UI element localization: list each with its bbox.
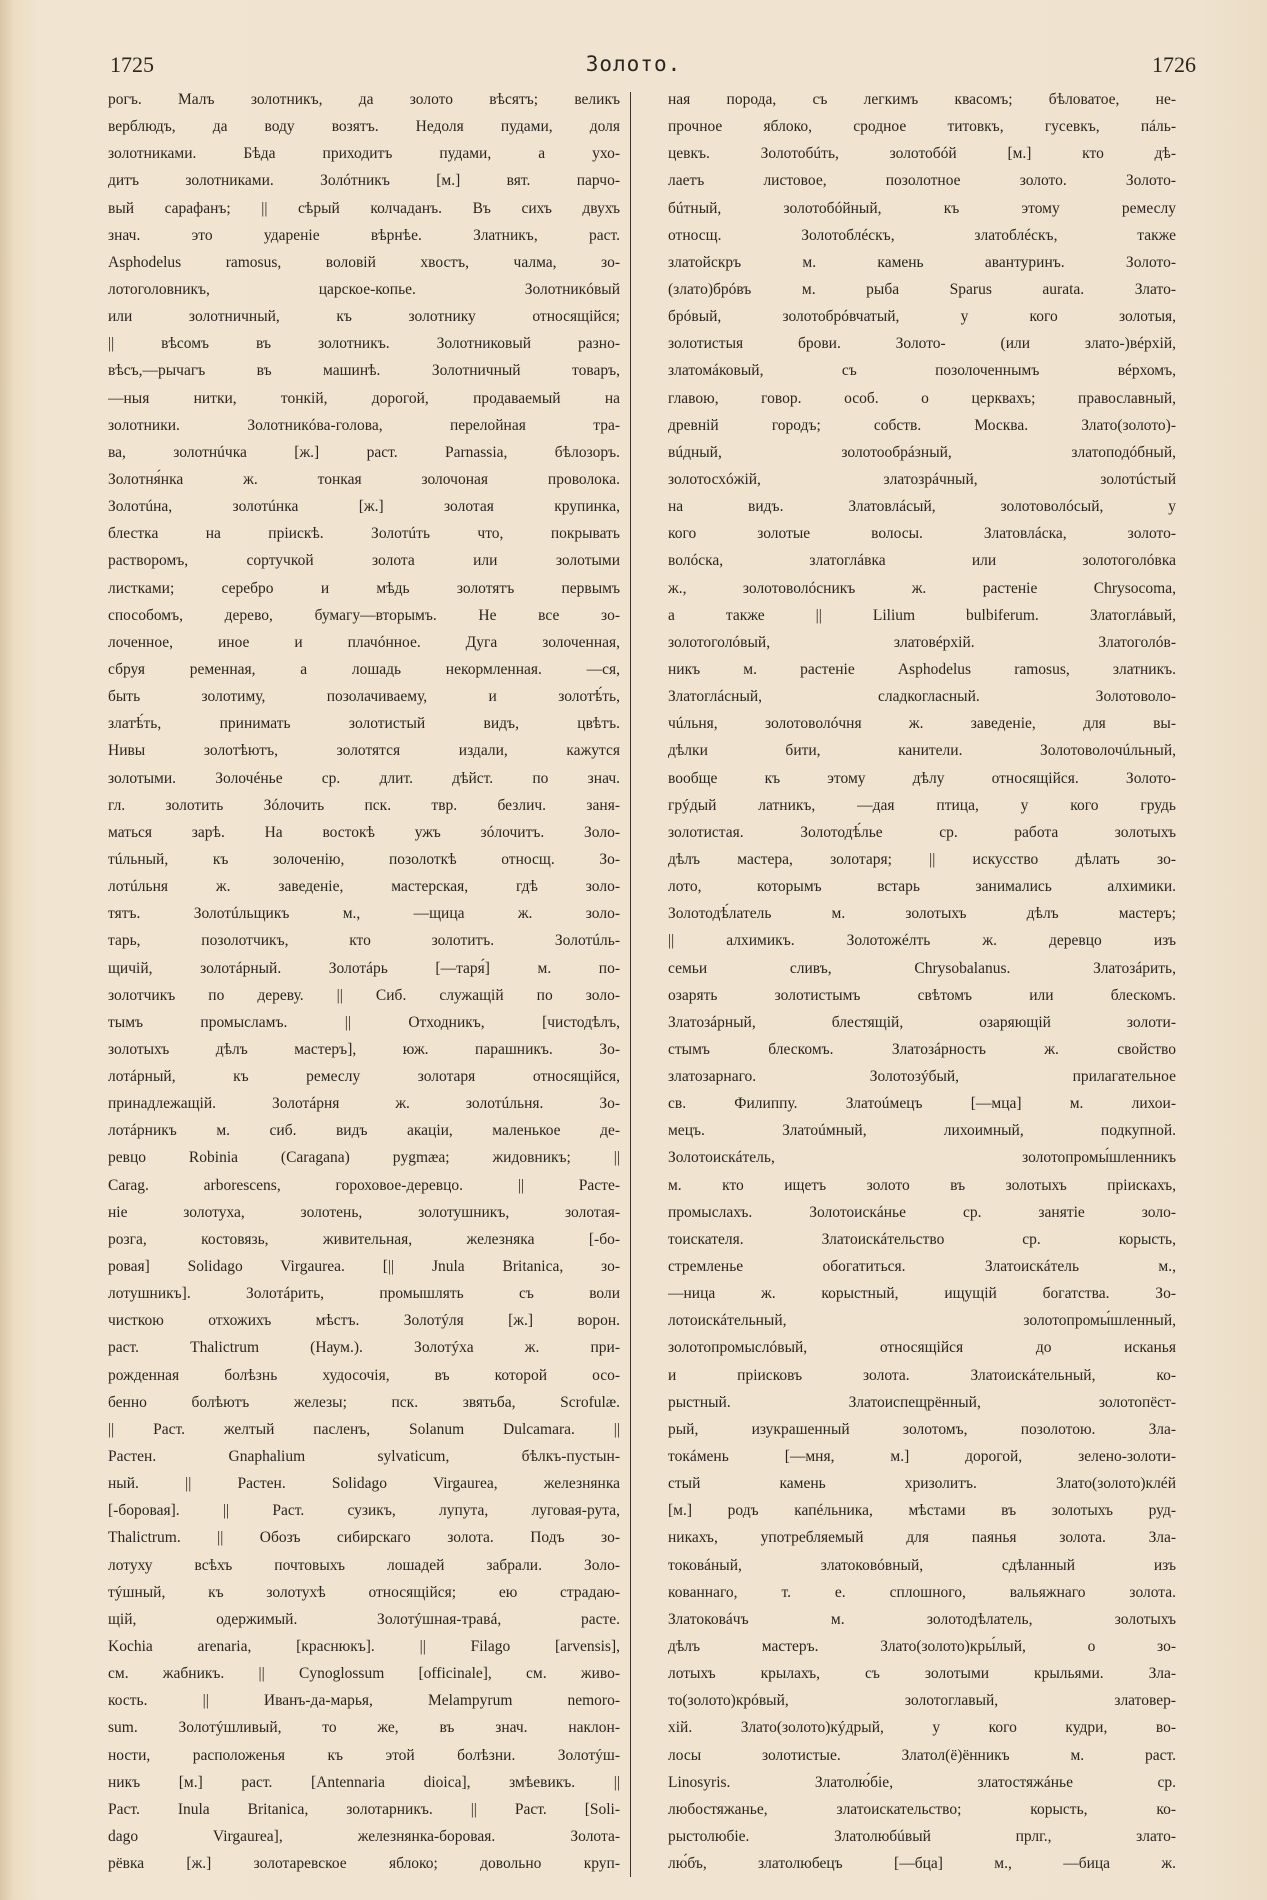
text-line: ная порода, съ легкимъ квасомъ; бѣловатое, не- bbox=[668, 91, 1176, 108]
left-column bbox=[108, 86, 620, 1877]
text-line: сбруя ременная, а лошадь некормленная. —ся, bbox=[108, 660, 620, 678]
text-line: златѣ́ть, принимать золотистый видъ, цвѣтъ. bbox=[108, 715, 620, 733]
text-line: гл. золотить Зóлочить пск. твр. безлич. заня- bbox=[108, 796, 620, 814]
text-line: дитъ золотниками. Золóтникъ [м.] вят. парчо- bbox=[108, 172, 620, 190]
column-divider bbox=[630, 92, 631, 1877]
text-line: золотоголóвый, златовéрхій. Златоголóв- bbox=[668, 633, 1176, 651]
text-line: лотúльня ж. заведеніе, мастерская, гдѣ золо- bbox=[108, 878, 620, 896]
text-line: Златозáрный, блестящій, озаряющій золоти- bbox=[668, 1013, 1176, 1031]
text-line: || алхимикъ. Золотожéлть ж. деревцо изъ bbox=[668, 932, 1176, 950]
text-line: токáмень [—мня, м.] дорогой, зелено-золоти- bbox=[668, 1448, 1176, 1466]
text-line: мецъ. Златоúмный, лихоимный, подкупной. bbox=[668, 1122, 1176, 1140]
text-line: рогъ. Малъ золотникъ, да золото вѣсятъ; великъ bbox=[108, 91, 620, 108]
text-line: ва, золотнúчка [ж.] раст. Parnassia, бѣлозоръ. bbox=[108, 443, 620, 461]
text-line: волóска, златоглáвка или золотоголóвка bbox=[668, 552, 1176, 570]
text-line: || вѣсомъ въ золотникъ. Золотниковый разно- bbox=[108, 335, 620, 353]
text-line: вúдный, золотообрáзный, златоподóбный, bbox=[668, 443, 1176, 461]
text-line: или золотничный, къ золотнику относящійся; bbox=[108, 308, 620, 326]
text-line: щичій, золотáрный. Золотáрь [—таря́] м. по- bbox=[108, 959, 620, 977]
text-line: промыслахъ. Золотоискáнье ср. занятіе золо- bbox=[668, 1203, 1176, 1221]
text-line: златомáковый, съ позолоченнымъ вéрхомъ, bbox=[668, 362, 1176, 380]
text-line: —ныя нитки, тонкій, дорогой, продаваемый на bbox=[108, 389, 620, 407]
text-line: Thalictrum. || Обозъ сибирскаго золота. Подъ зо- bbox=[108, 1529, 620, 1547]
text-line: тýшный, къ золотухѣ относящійся; ею страдаю- bbox=[108, 1583, 620, 1601]
text-line: вѣсъ,—рычагъ въ машинѣ. Золотничный товаръ, bbox=[108, 362, 620, 380]
text-line: ровая] Solidago Virgaurea. [|| Jnula Britanica, зо- bbox=[108, 1258, 620, 1276]
text-line: ный. || Растен. Solidago Virgaurea, железнянка bbox=[108, 1475, 620, 1493]
text-line: золотистыя брови. Золото- (или злато-)вéрхій, bbox=[668, 335, 1176, 353]
text-line: [м.] родъ капéльника, мѣстами въ золотыхъ руд- bbox=[668, 1502, 1176, 1520]
text-line: Нивы золотѣютъ, золотятся издали, кажутся bbox=[108, 742, 620, 760]
text-line: золотистая. Золотодѣ́лье ср. работа золотыхъ bbox=[668, 823, 1176, 841]
text-line: лотоискáтельный, золотопромы́шленный, bbox=[668, 1312, 1176, 1330]
text-line: златойскръ м. камень авантуринъ. Золото- bbox=[668, 253, 1176, 271]
text-line: никъ м. растеніе Asphodelus ramosus, златникъ. bbox=[668, 660, 1176, 678]
text-line: стремленье обогатиться. Златоискáтель м., bbox=[668, 1258, 1176, 1276]
text-line: Златоглáсный, сладкогласный. Золотоволо- bbox=[668, 688, 1176, 706]
text-line: dago Virgaurea], железнянка-боровая. Золота- bbox=[108, 1828, 620, 1845]
text-line: рожденная болѣзнь худосочія, въ которой осо- bbox=[108, 1366, 620, 1384]
text-line: кованнаго, т. е. сплошного, вальяжнаго золота. bbox=[668, 1583, 1176, 1601]
text-line: Carag. arborescens, гороховое-деревцо. || Расте- bbox=[108, 1176, 620, 1194]
text-line: тарь, позолотчикъ, кто золотитъ. Золотúль- bbox=[108, 932, 620, 950]
text-line: то(золото)крóвый, золотоглавый, златовер- bbox=[668, 1692, 1176, 1710]
text-line: Златоковáчъ м. золотодѣлатель, золотыхъ bbox=[668, 1610, 1176, 1628]
text-line: стый камень хризолитъ. Злато(золото)клéй bbox=[668, 1475, 1176, 1493]
text-line: лаетъ листовое, позолотное золото. Золото- bbox=[668, 172, 1176, 190]
text-line: лоченное, иное и плачóнное. Дуга золоченная, bbox=[108, 633, 620, 651]
text-line: кого золотые волосы. Златовлáска, золото- bbox=[668, 525, 1176, 543]
text-line: лото, которымъ встарь занимались алхимики. bbox=[668, 878, 1176, 896]
text-line: стымъ блескомъ. Златозáрность ж. свойство bbox=[668, 1040, 1176, 1058]
text-line: золотыхъ дѣлъ мастеръ], юж. парашникъ. Зо- bbox=[108, 1040, 620, 1058]
text-line: раст. Thalictrum (Наум.). Золотýха ж. при- bbox=[108, 1339, 620, 1357]
text-line: главою, говор. особ. о церквахъ; православный, bbox=[668, 389, 1176, 407]
text-line: принадлежащій. Золотáрня ж. золотúльня. Зо- bbox=[108, 1095, 620, 1113]
text-line: чисткою отхожихъ мѣстъ. Золотýля [ж.] ворон. bbox=[108, 1312, 620, 1330]
text-line: озарять золотистымъ свѣтомъ или блескомъ. bbox=[668, 986, 1176, 1004]
text-line: розга, костовязь, живительная, железняка [-бо- bbox=[108, 1230, 620, 1248]
text-line: || Раст. желтый пасленъ, Solanum Dulcamara. || bbox=[108, 1420, 620, 1438]
text-line: вообще къ этому дѣлу относящійся. Золото- bbox=[668, 769, 1176, 787]
text-line: дѣлъ мастеръ. Злато(золото)кры́лый, о зо- bbox=[668, 1638, 1176, 1656]
text-line: семьи сливъ, Chrysobalanus. Златозáрить, bbox=[668, 959, 1176, 977]
text-line: Kochia arenaria, [краснюкъ]. || Filago [arvensis], bbox=[108, 1638, 620, 1656]
text-line: рёвка [ж.] золотаревское яблоко; довольно круп- bbox=[108, 1855, 620, 1873]
text-line: лотоголовникъ, царское-копье. Золотникóвый bbox=[108, 280, 620, 298]
text-line: ревцо Robinia (Caragana) pygmæa; жидовникъ; || bbox=[108, 1149, 620, 1167]
page-number-right: 1726 bbox=[1152, 52, 1196, 77]
text-line: ніе золотуха, золотень, золотушникъ, золотая- bbox=[108, 1203, 620, 1221]
text-line: Linosyris. Златолю́біе, златостяжáнье ср. bbox=[668, 1773, 1176, 1791]
page-number-left: 1725 bbox=[110, 52, 154, 77]
text-line: [-боровая]. || Раст. сузикъ, лупута, луговая-рута, bbox=[108, 1502, 620, 1520]
text-line: (злато)брóвъ м. рыба Sparus aurata. Злато- bbox=[668, 280, 1176, 298]
text-line: рый, изукрашенный золотомъ, позолотою. Зла- bbox=[668, 1420, 1176, 1438]
text-line: ж., золотоволóсникъ ж. растеніе Chrysocoma, bbox=[668, 579, 1176, 597]
text-line: никъ [м.] раст. [Antennaria dioica], змѣевикъ. || bbox=[108, 1773, 620, 1791]
text-line: лотыхъ крылахъ, съ золотыми крыльями. Зла- bbox=[668, 1665, 1176, 1683]
text-line: —ница ж. корыстный, ищущій богатства. Зо- bbox=[668, 1285, 1176, 1303]
text-line: лотушникъ]. Золотáрить, промышлять съ воли bbox=[108, 1285, 620, 1303]
text-line: древній городъ; собств. Москва. Злато(золото)- bbox=[668, 416, 1176, 434]
text-line: тúльный, къ золоченію, позолоткѣ относщ. Зо- bbox=[108, 850, 620, 868]
text-line: тымъ промысламъ. || Отходникъ, [чистодѣлъ, bbox=[108, 1013, 620, 1031]
text-line: вый сарафанъ; || сѣрый колчаданъ. Въ сихъ двухъ bbox=[108, 199, 620, 217]
text-line: никахъ, употребляемый для паянья золота. Зла- bbox=[668, 1529, 1176, 1547]
text-line: знач. это удареніе вѣрнѣе. Златникъ, раст. bbox=[108, 226, 620, 244]
text-line: рыстолюбіе. Златолюбúвый прлг., злато- bbox=[668, 1828, 1176, 1845]
text-line: Золотодѣ́латель м. золотыхъ дѣлъ мастеръ; bbox=[668, 905, 1176, 923]
text-line: хій. Злато(золото)кýдрый, у кого кудри, во- bbox=[668, 1719, 1176, 1737]
text-line: sum. Золотýшливый, то же, въ знач. наклон- bbox=[108, 1719, 620, 1737]
text-line: рыстный. Златоиспещрённый, золотопёст- bbox=[668, 1393, 1176, 1411]
text-line: золотчикъ по дереву. || Сиб. служащій по золо- bbox=[108, 986, 620, 1004]
text-line: и пріисковъ золота. Златоискáтельный, ко- bbox=[668, 1366, 1176, 1384]
text-line: а также || Lilium bulbiferum. Златоглáвый, bbox=[668, 606, 1176, 624]
text-line: Золотня́нка ж. тонкая золочоная проволока. bbox=[108, 470, 620, 488]
text-line: брóвый, золотобрóвчатый, у кого золотыя, bbox=[668, 308, 1176, 326]
text-line: см. жабникъ. || Cynoglossum [officinale], см. живо- bbox=[108, 1665, 620, 1683]
text-line: способомъ, дерево, бумагу—вторымъ. Не все зо- bbox=[108, 606, 620, 624]
text-line: быть золотиму, позолачиваему, и золотѣ́ть, bbox=[108, 688, 620, 706]
text-line: св. Филиппу. Златоúмецъ [—мца] м. лихои- bbox=[668, 1095, 1176, 1113]
text-line: любостяжанье, златоискательство; корысть, ко- bbox=[668, 1800, 1176, 1818]
page-title: Золото. bbox=[585, 52, 682, 76]
text-line: м. кто ищетъ золото въ золотыхъ пріискахъ, bbox=[668, 1176, 1176, 1194]
text-line: на видъ. Златовлáсый, золотоволóсый, у bbox=[668, 498, 1176, 516]
text-line: растворомъ, сортучкой золота или золотыми bbox=[108, 552, 620, 570]
text-line: бенно болѣютъ железы; пск. звятьба, Scrofulæ. bbox=[108, 1393, 620, 1411]
text-line: дѣлъ мастера, золотаря; || искусство дѣлать зо- bbox=[668, 850, 1176, 868]
text-line: золотопромыслóвый, относящійся до исканья bbox=[668, 1339, 1176, 1357]
right-column bbox=[668, 86, 1176, 1877]
text-line: золотниками. Бѣда приходитъ пудами, а ухо- bbox=[108, 145, 620, 163]
text-line: дѣлки бити, канители. Золотоволочúльный, bbox=[668, 742, 1176, 760]
text-line: прочное яблоко, сродное титовкъ, гусевкъ, пáль- bbox=[668, 118, 1176, 136]
text-line: бúтный, золотобóйный, къ этому ремеслу bbox=[668, 199, 1176, 217]
text-line: золотыми. Золочéнье ср. длит. дѣйст. по знач. bbox=[108, 769, 620, 787]
text-line: тятъ. Золотúльщикъ м., —щица ж. золо- bbox=[108, 905, 620, 923]
text-line: Растен. Gnaphalium sylvaticum, бѣлкъ-пустын- bbox=[108, 1448, 620, 1466]
text-line: щій, одержимый. Золотýшная-травá, расте. bbox=[108, 1610, 620, 1628]
text-line: блестка на пріискѣ. Золотúть что, покрывать bbox=[108, 525, 620, 543]
text-line: маться зарѣ. На востокѣ ужъ зóлочитъ. Золо- bbox=[108, 823, 620, 841]
text-line: тоискателя. Златоискáтельство ср. корысть, bbox=[668, 1230, 1176, 1248]
text-line: чúльня, золотоволóчня ж. заведеніе, для вы- bbox=[668, 715, 1176, 733]
text-line: токовáный, златоковóвный, сдѣланный изъ bbox=[668, 1556, 1176, 1574]
text-line: грýдый латникъ, —дая птица, у кого грудь bbox=[668, 796, 1176, 814]
text-line: Asphodelus ramosus, воловій хвостъ, чалма, зо- bbox=[108, 253, 620, 271]
text-line: лосы золотистые. Златол(ё)ённикъ м. раст. bbox=[668, 1746, 1176, 1764]
text-line: Раст. Inula Britanica, золотарникъ. || Раст. [Soli- bbox=[108, 1800, 620, 1818]
text-line: цевкъ. Золотобúть, золотобóй [м.] кто дѣ- bbox=[668, 145, 1176, 163]
text-line: ности, расположенья къ этой болѣзни. Золотýш- bbox=[108, 1746, 620, 1764]
text-line: Золотúна, золотúнка [ж.] золотая крупинка, bbox=[108, 498, 620, 516]
text-line: лотáрникъ м. сиб. видъ акаціи, маленькое де- bbox=[108, 1122, 620, 1140]
text-line: относщ. Золотоблéскъ, златоблéскъ, также bbox=[668, 226, 1176, 244]
text-line: лотуху всѣхъ почтовыхъ лошадей забрали. Золо- bbox=[108, 1556, 620, 1574]
text-line: золотники. Золотникóва-голова, перелойная тра- bbox=[108, 416, 620, 434]
text-line: золотосхóжій, златозрáчный, золотúстый bbox=[668, 470, 1176, 488]
text-line: кость. || Иванъ-да-марья, Melampyrum nemoro- bbox=[108, 1692, 620, 1710]
text-line: лотáрный, къ ремеслу золотаря относящійся, bbox=[108, 1068, 620, 1086]
text-line: лю́бъ, златолюбецъ [—бца] м., —бица ж. bbox=[668, 1855, 1176, 1873]
text-line: листками; серебро и мѣдь золотятъ первымъ bbox=[108, 579, 620, 597]
text-line: златозарнаго. Золотозýбый, прилагательное bbox=[668, 1068, 1176, 1086]
text-line: верблюдъ, да воду возятъ. Недоля пудами, доля bbox=[108, 118, 620, 136]
text-line: Золотоискáтель, золотопромы́шленникъ bbox=[668, 1149, 1176, 1167]
